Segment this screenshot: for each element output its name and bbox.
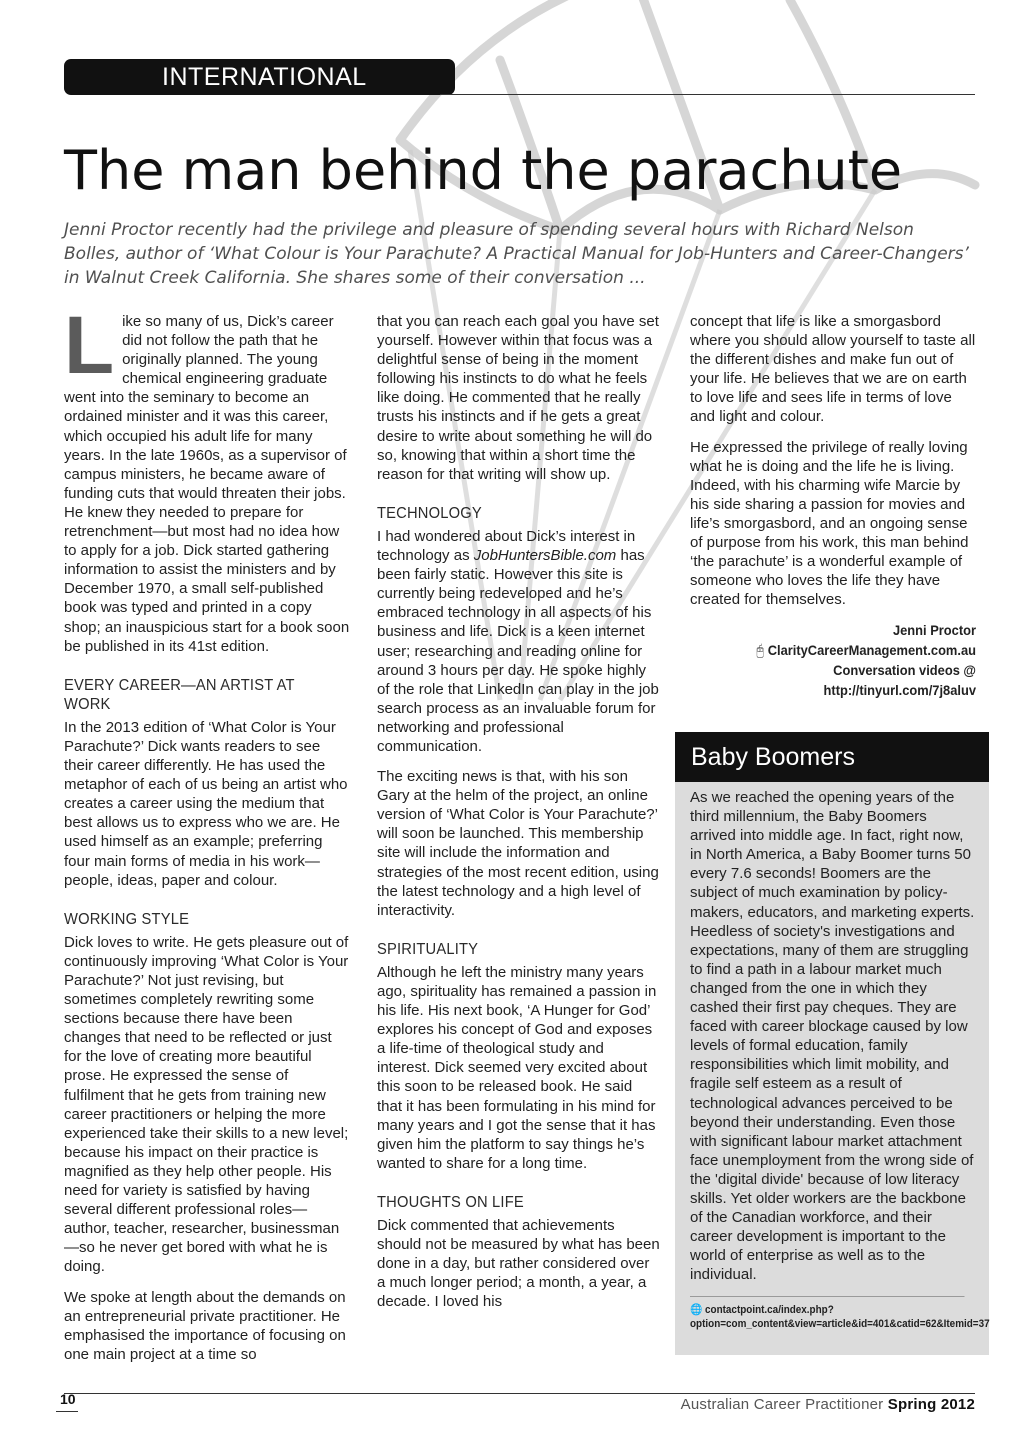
- subheading-spirituality: SPIRITUALITY: [377, 940, 479, 958]
- sidebar-box: [675, 782, 989, 1355]
- journal-issue: Spring 2012: [887, 1396, 975, 1413]
- site-name: JobHuntersBible.com: [473, 547, 617, 565]
- section-label: INTERNATIONAL: [64, 59, 455, 95]
- paragraph: Although he left the ministry many years ago, spirituality has remained a passion in his life. His next book, ‘A Hunger for God’ explores his concept of God and exposes a life-time of theological study and interest. Dick seemed very excited about this soon to be released book. He said that it has been formulating in his mind for many years and I got the sense that it has given him the platform to say things he’s wanted to share for a long time.: [377, 963, 657, 1172]
- header-rule: [440, 94, 975, 95]
- subheading-technology: TECHNOLOGY: [377, 504, 482, 522]
- author-name: Jenni Proctor: [892, 622, 976, 639]
- paragraph: He expressed the privilege of really loving what he is doing and the life he is living. Indeed, with his charming wife Marcie by his side sharing a passion for movies and life’s smorgasbord, and an ongoing sense of purpose from his work, this man behind ‘the parachute’ is a wonderful example of someone who loves the life they have created for themselves.: [690, 438, 969, 609]
- article-column-1: [64, 300, 350, 1375]
- paragraph: [377, 527, 661, 756]
- subheading-working-style: WORKING STYLE: [64, 910, 190, 928]
- page-number-underline: [56, 1411, 78, 1412]
- paragraph: We spoke at length about the demands on an entrepreneurial private practitioner. He emphasised the importance of focusing on one main project at a time so: [64, 1288, 346, 1363]
- page-number: 10: [60, 1391, 76, 1407]
- paragraph: Dick loves to write. He gets pleasure out of continuously improving ‘What Color is Your Parachute?’ Not just revising, but sometimes completely rewriting some sections because there have been changes that need to be reflected or just for the love of creating more beautiful prose. He expressed the sense of fulfilment that he gets from training new career practitioners or helping the more experienced take their skills to a new level; because his impact on their practice is magnified as they help other people. His need for variety is satisfied by having several different professional roles—author, teacher, researcher, businessman—so he never get bored with what he is doing.: [64, 933, 349, 1276]
- journal-footer: [681, 1396, 975, 1413]
- subheading-artist: EVERY CAREER—AN ARTIST AT WORK: [64, 676, 295, 713]
- paragraph: In the 2013 edition of ‘What Color is Your Parachute?’ Dick wants readers to see their career differently. He has used the metaphor of each of us being an artist who creates a career using the medium that best allows us to express who we are. He used himself as an example; preferring four main forms of media in his work—people, ideas, paper and colour.: [64, 718, 348, 889]
- article-standfirst: Jenni Proctor recently had the privilege and pleasure of spending several hours with Richard Nelson Bolles, author of ‘What Colour is Your Parachute? A Practical Manual for Job-Hunters and Career-Changers’ in Walnut Creek California. She shares some of their conversation ...: [64, 220, 969, 288]
- subheading-thoughts-on-life: THOUGHTS ON LIFE: [377, 1193, 524, 1211]
- paragraph: [64, 300, 350, 656]
- mouse-pointer-icon: 🖰: [756, 642, 765, 659]
- video-link[interactable]: http://tinyurl.com/7j8aluv: [823, 682, 976, 699]
- paragraph: The exciting news is that, with his son Gary at the helm of the project, an online version of ‘What Color is Your Parachute?’ will soon be launched. This membership site will include the information and strategies of the most recent edition, using the latest technology and a high level of interactivity.: [377, 768, 659, 919]
- sidebar-title: Baby Boomers: [675, 732, 989, 782]
- drop-cap: L: [64, 300, 115, 391]
- article-column-3: [690, 312, 976, 700]
- footer-rule: [64, 1393, 975, 1394]
- article-headline: The man behind the parachute: [64, 139, 903, 202]
- paragraph-text: ike so many of us, Dick’s career did not follow the path that he originally planned. The young chemical engineering graduate went into the seminary to become an ordained minister and it was this career, which occupied his adult life for many years. In the late 1960s, as a supervisor of campus ministers, he became aware of funding cuts that would threaten their jobs. He knew they needed to prepare for retrenchment—but most had no idea how to apply for a job. Dick started gathering information to assist the ministers and by December 1970, a small self-published book was typed and printed in a copy shop; an inauspicious start for a book soon be published in its 41st edition.: [64, 313, 350, 655]
- paragraph: Dick commented that achievements should not be measured by what has been done in a day, but rather considered over a much longer period; a month, a year, a decade. I loved his: [377, 1217, 660, 1311]
- journal-name: Australian Career Practitioner: [680, 1396, 884, 1413]
- article-column-2: [377, 312, 661, 1323]
- paragraph: concept that life is like a smorgasbord where you should allow yourself to taste all the different dishes and make fun out of your life. He believes that we are on earth to love life and sees life in terms of love and light and colour.: [690, 313, 976, 426]
- paragraph-text: I had wondered about Dick’s interest in technology as: [377, 527, 636, 565]
- sidebar-body: As we reached the opening years of the third millennium, the Baby Boomers arrived into middle age. In fact, right now, in North America, a Baby Boomer turns 50 every 7.6 seconds! Boomers are the subject of much examination by policy-makers, educators, and marketing experts. Heedless of society's investigations and expectations, many of them are struggling to find a path in a labour market much changed from the one in which they cashed their first pay cheques. They are faced with career blockage caused by low levels of formal education, family responsibilities which limit mobility, and fragile self esteem as a result of technological advances perceived to be beyond their understanding. Even those with significant labour market attachment face unemployment from the wrong side of the 'digital divide' because of low literacy skills. Yet older workers are the backbone of the Canadian workforce, and their career development is important to the world of enterprise as well as to the individual.: [690, 789, 975, 1284]
- author-website[interactable]: 🖰 ClarityCareerManagement.com.au: [756, 642, 976, 659]
- globe-icon: 🌐: [690, 1304, 703, 1317]
- videos-label: Conversation videos @: [833, 662, 976, 679]
- paragraph-text: has been fairly static. However this site is currently being redeveloped and he’s embraced technology in all aspects of his business and life. Dick is a keen internet user; researching and reading online for around 3 hours per day. He spoke highly of the role that LinkedIn can play in the job search process as an invaluable forum for networking and professional communication.: [377, 547, 659, 755]
- paragraph: that you can reach each goal you have set yourself. However within that focus was a delightful sense of being in the moment following his instincts to do what he feels like doing. He commented that he really trusts his instincts and if he gets a great desire to write about something he will do so, knowing that within a short time the reason for that writing will show up.: [377, 313, 659, 483]
- sidebar-source-link[interactable]: 🌐 contactpoint.ca/index.php?option=com_content&view=article&id=401&catid=62&Itemid=37: [690, 1296, 965, 1331]
- author-signature: [713, 620, 976, 700]
